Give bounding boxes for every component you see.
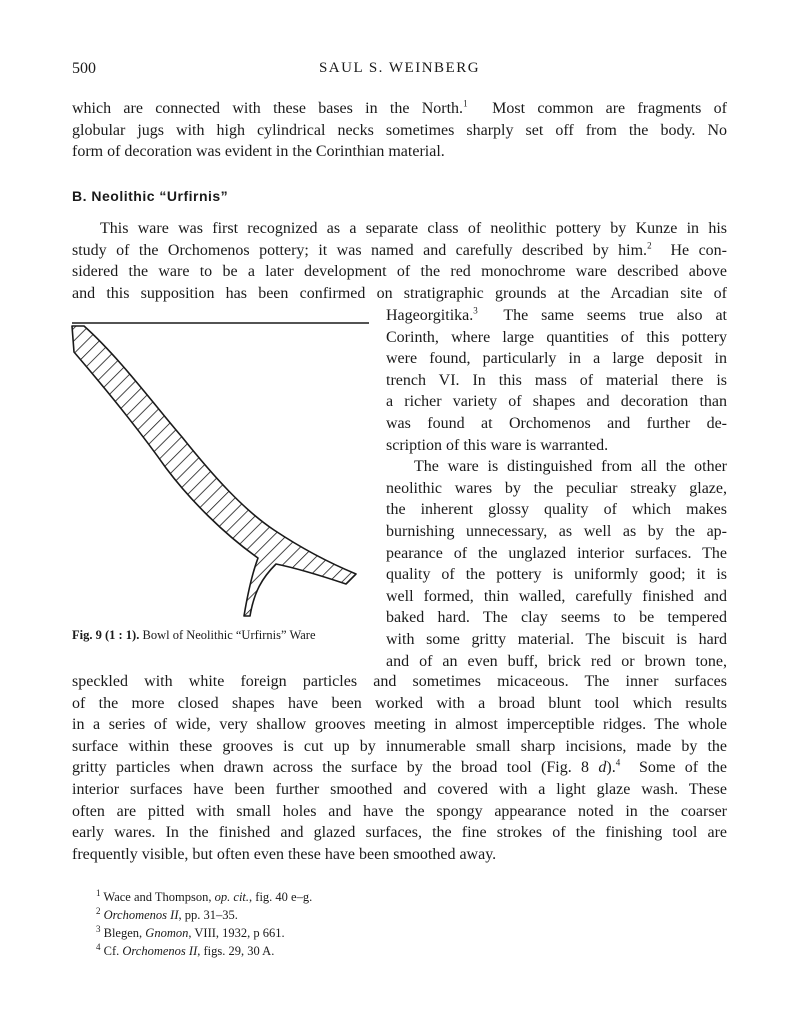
footnotes [96,888,312,960]
text-line: This ware was first recognized as a separate class of neolithic pottery by Kunze in his [100,220,727,237]
text-line: surface within these grooves is cut up by innumerable small sharp incisions, made by the [72,737,727,755]
footnote-4: $^4$ Cf. Orchomenos II, figs. 29, 30 A. [96,941,275,958]
text-line: baked hard. The clay seems to be tempered [386,609,727,627]
page-header [72,60,727,86]
bowl-wall-section [72,326,356,616]
text-line: a richer variety of shapes and decoration than [386,393,727,411]
text-line: well formed, thin walled, carefully finished and [386,587,727,605]
text-line: burnishing unnecessary, as well as by the ap- [386,522,727,540]
text-line: gritty particles when drawn across the surface by the broad tool (Fig. 8 d).$^4$ Some of the [72,758,727,777]
page-number: 500 [72,60,96,77]
text-line: often are pitted with small holes and have the spongy appearance noted in the coarser [72,802,727,820]
text-line: quality of the pottery is uniformly good; it is [386,566,727,584]
section-heading: B. Neolithic “Urfirnis” [72,188,229,204]
text-line: in a series of wide, very shallow grooves meeting in almost imperceptible ridges. The whole [72,716,727,734]
text-line: pearance of the unglazed interior surfaces. The [386,544,727,562]
text-line: form of decoration was evident in the Corinthian material. [72,143,445,161]
text-line: sidered the ware to be a later development of the red monochrome ware described above [72,263,727,281]
figure-caption [72,628,316,643]
right-column-text [386,305,727,672]
text-line: trench VI. In this mass of material there is [386,371,727,389]
figure-caption-text: Bowl of Neolithic “Urfirnis” Ware [142,628,316,642]
footnote-ref: 3 [473,305,478,316]
text-line: scription of this ware is warranted. [386,436,609,454]
text-line: Hageorgitika.$^3$ The same seems true also at [386,305,727,324]
text-line: Corinth, where large quantities of this pottery [386,328,727,346]
running-head: SAUL S. WEINBERG [318,60,481,76]
text-line: study of the Orchomenos pottery; it was named and carefully described by him.$^2$ He con- [72,240,727,259]
footnote-ref: 4 [615,758,621,769]
footnote-ref: 1 [463,98,468,109]
footnote-3: $^3$ Blegen, Gnomon, VIII, 1932, p 661. [96,923,285,940]
footnote-ref: 2 [647,240,652,251]
text-line: speckled with white foreign particles and sometimes micaceous. The inner surfaces [72,673,727,690]
text-line: was found at Orchomenos and further de- [386,414,727,432]
footnote-1: $^1$ Wace and Thompson, op. cit., fig. 40 e–g. [96,887,313,904]
text-line: neolithic wares by the peculiar streaky glaze, [386,479,727,497]
text-line: and of an even buff, brick red or brown tone, [386,652,727,670]
text-line: frequently visible, but often even these have been smoothed away. [72,845,497,863]
text-line: the inherent glossy quality of which makes [386,501,727,519]
paragraph-continued [72,671,727,865]
intro-paragraph [72,98,727,163]
text-line: interior surfaces have been further smoothed and covered with a light glaze wash. These [72,780,727,798]
figure-label: Fig. 9 (1 : 1). [72,628,140,642]
text-line: were found, particularly in a large deposit in [386,350,727,368]
bowl-profile-figure [64,312,374,622]
text-line: early wares. In the finished and glazed surfaces, the fine strokes of the finishing tool are [72,824,727,842]
text-line: of the more closed shapes have been worked with a broad blunt tool which results [72,694,727,712]
paragraph-full-width [72,218,727,304]
text-line: which are connected with these bases in the North.$^1$ Most common are fragments of [72,98,727,117]
footnote-2: $^2$ Orchomenos II, pp. 31–35. [96,905,238,922]
text-line: and this supposition has been confirmed on stratigraphic grounds at the Arcadian site of [72,284,727,302]
bowl-section-drawing [64,312,374,622]
text-line: with some gritty material. The biscuit is hard [386,630,727,648]
text-line: The ware is distinguished from all the other [414,458,727,476]
text-line: globular jugs with high cylindrical necks sometimes sharply set off from the body. No [72,121,727,139]
